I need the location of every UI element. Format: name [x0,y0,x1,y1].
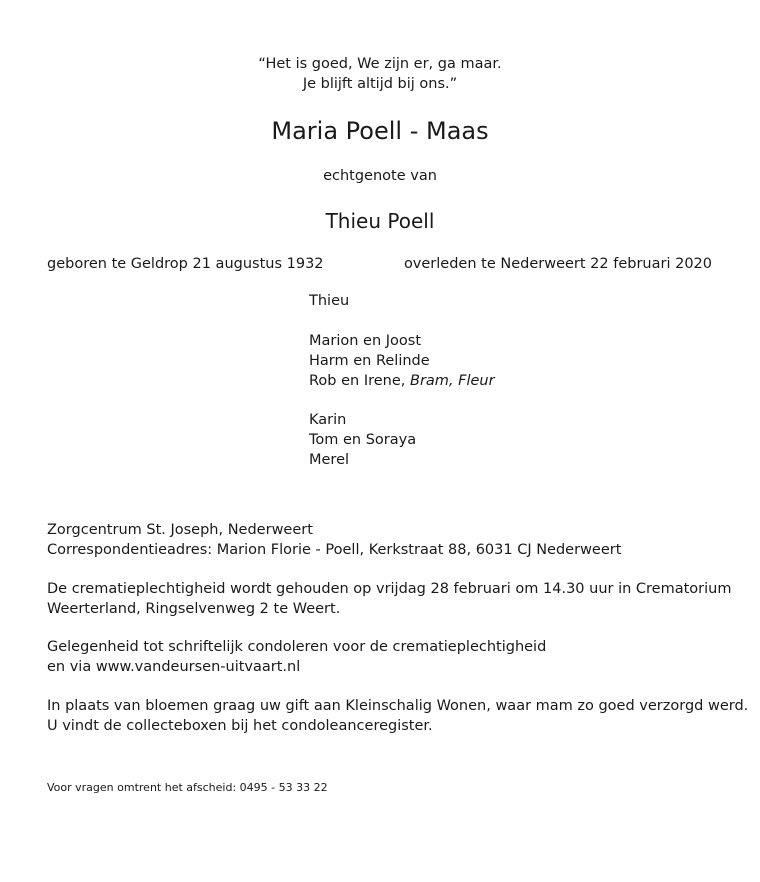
grandchildren-names: Bram, Fleur [410,373,495,389]
quote-line-1: “Het is goed, We zijn er, ga maar. [258,56,502,72]
ceremony-text: De crematieplechtigheid wordt gehouden op vrijdag 28 februari om 14.30 uur in Crematorium [47,581,732,597]
flowers-text: In plaats van bloemen graag uw gift aan Kleinschalig Wonen, waar mam zo goed verzorgd werd. [47,698,749,714]
family-child: Harm en Relinde [309,353,430,369]
flowers-text: U vindt de collecteboxen bij het condoleanceregister. [47,718,433,734]
ceremony-text: Weerterland, Ringselvenweg 2 te Weert. [47,601,341,617]
family-other: Karin [309,412,347,428]
quote-line-2: Je blijft altijd bij ons.” [302,76,458,92]
correspondence-address: Correspondentieadres: Marion Florie - Poell, Kerkstraat 88, 6031 CJ Nederweert [47,542,622,558]
deceased-name: Maria Poell - Maas [271,117,489,145]
family-spouse: Thieu [309,293,350,309]
family-other: Tom en Soraya [309,432,417,448]
family-child: Rob en Irene, Bram, Fleur [309,373,495,389]
birth-info: geboren te Geldrop 21 augustus 1932 [47,256,324,272]
footer-contact: Voor vragen omtrent het afscheid: 0495 - 53 33 22 [47,781,328,794]
spouse-name: Thieu Poell [325,209,435,233]
relation-text: echtgenote van [323,168,437,184]
death-info: overleden te Nederweert 22 februari 2020 [403,256,712,272]
condolence-text: en via www.vandeursen-uitvaart.nl [47,659,301,675]
family-other: Merel [309,452,350,468]
family-child: Marion en Joost [309,333,422,349]
location-text: Zorgcentrum St. Joseph, Nederweert [47,522,313,538]
condolence-text: Gelegenheid tot schriftelijk condoleren voor de crematieplechtigheid [47,639,547,655]
